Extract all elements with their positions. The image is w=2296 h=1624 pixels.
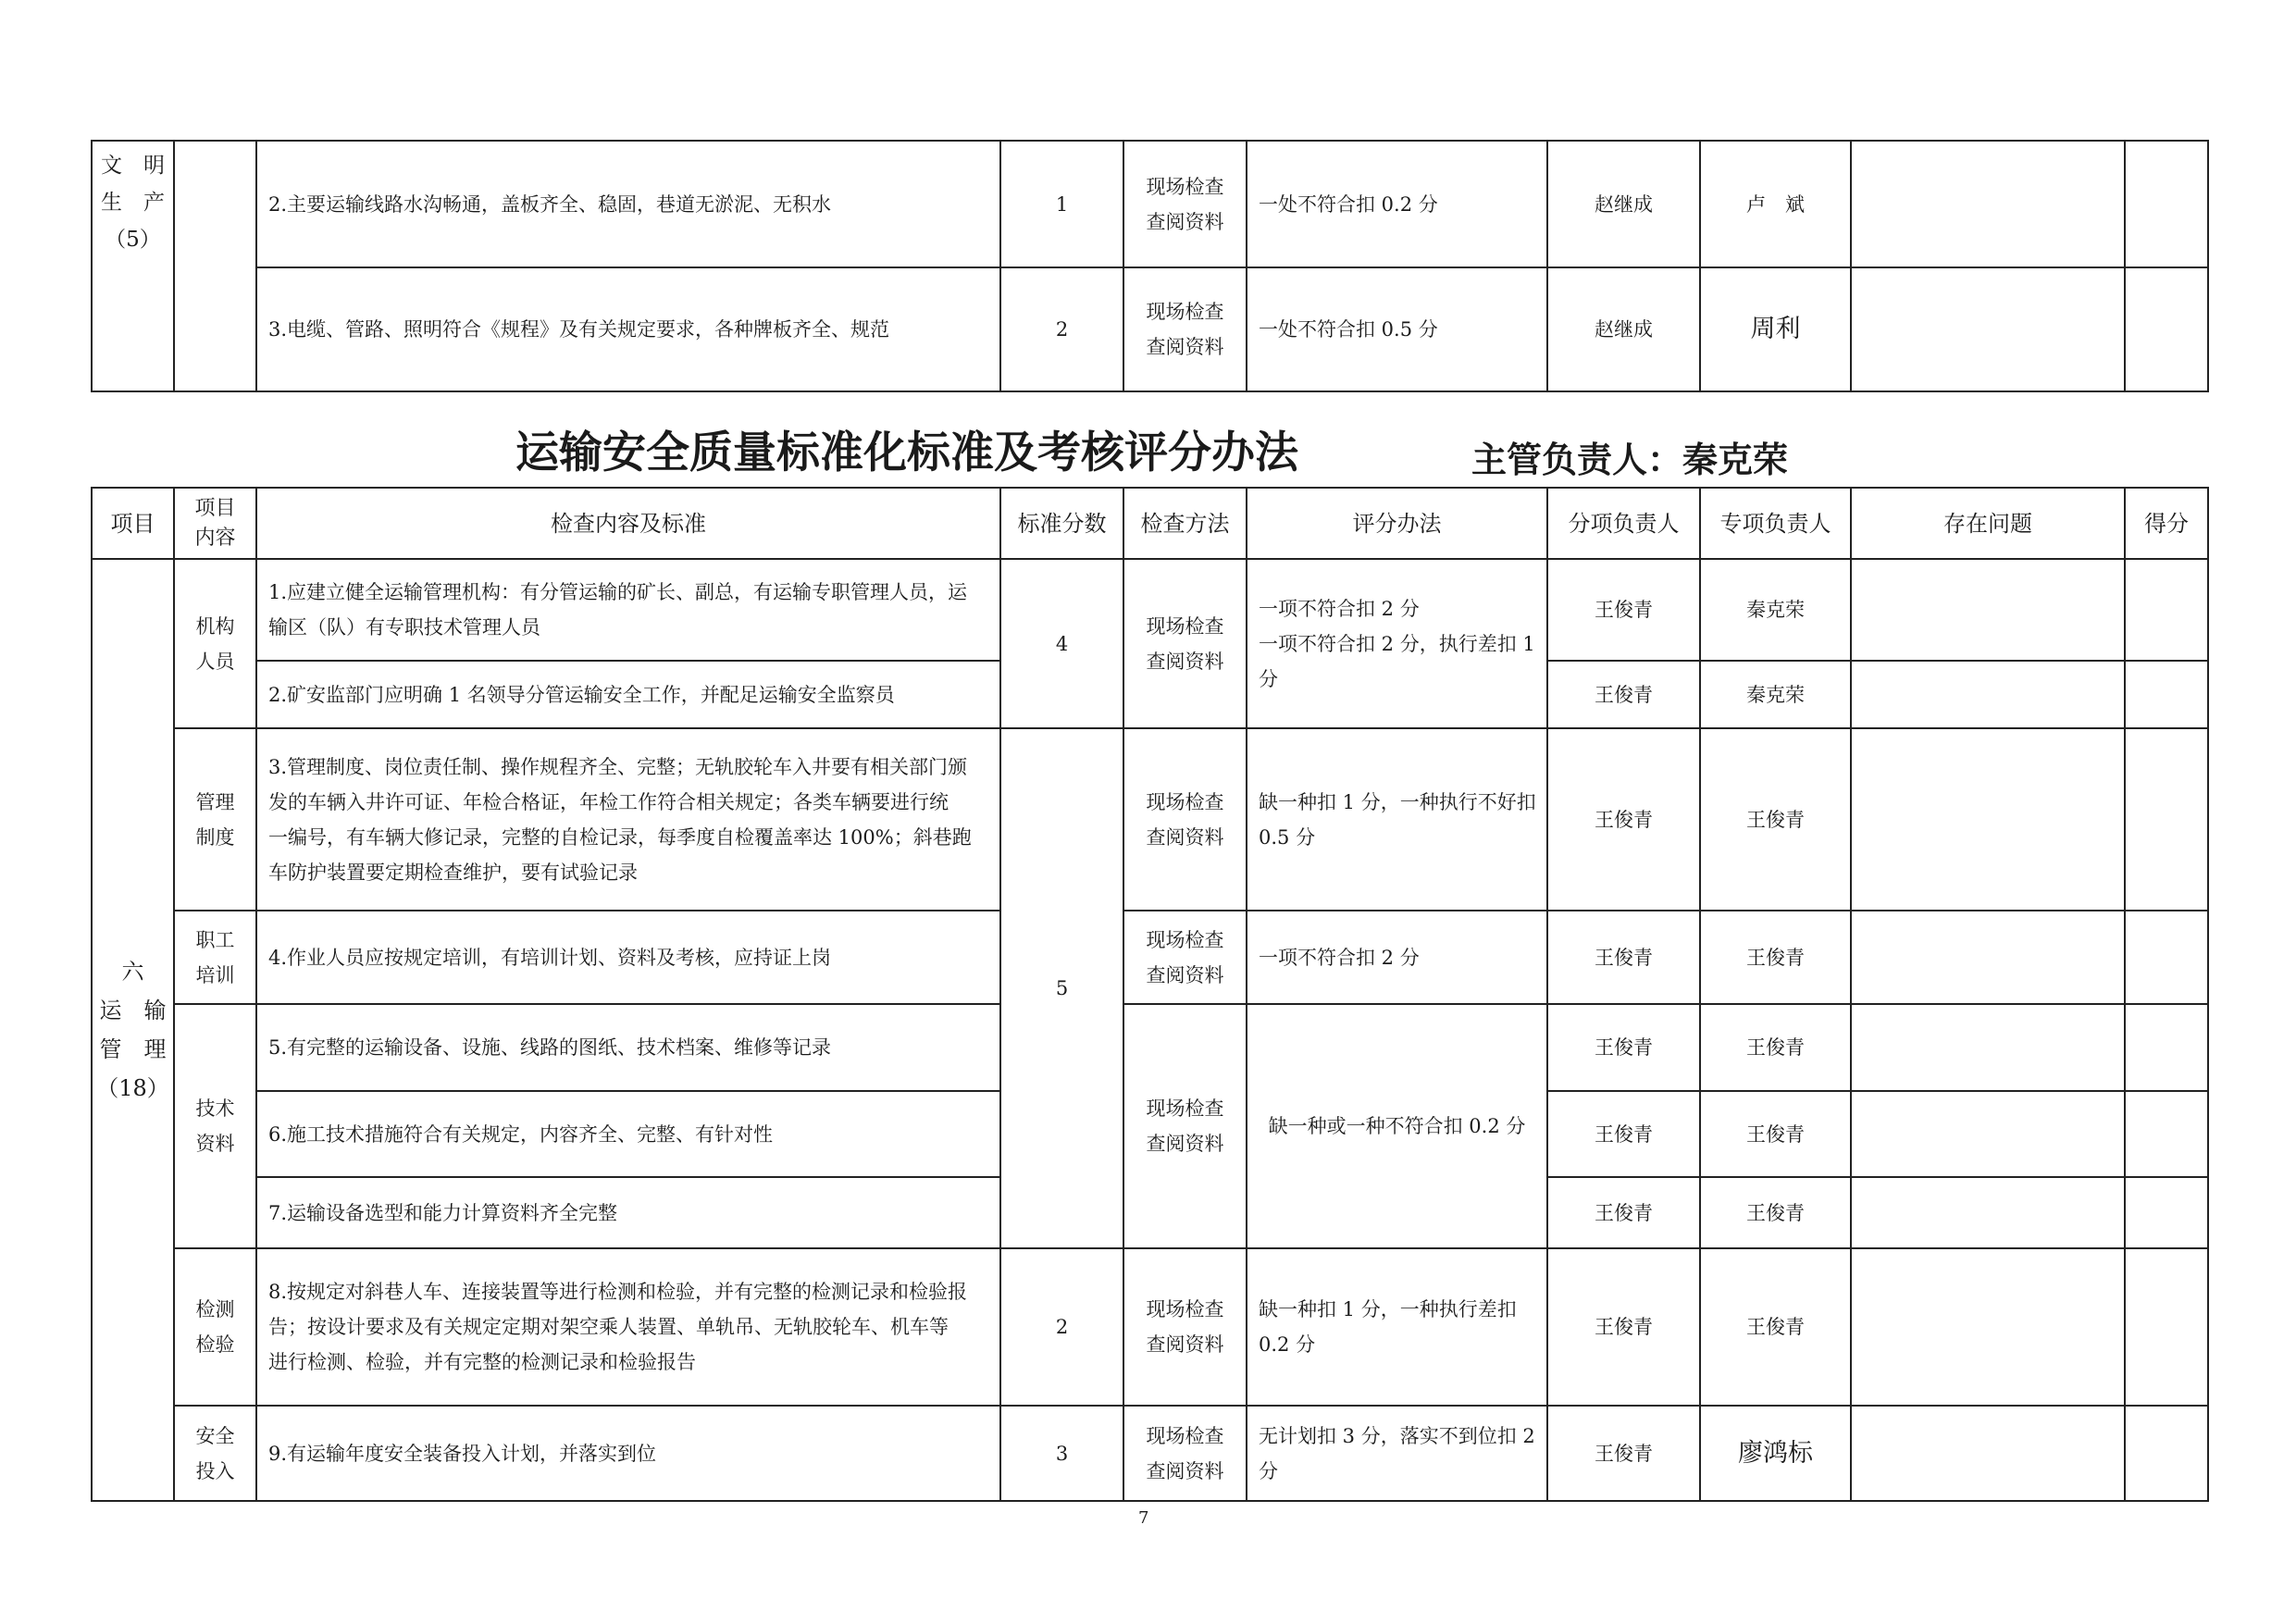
content-line: 输区（队）有专职技术管理人员 [268, 616, 540, 638]
method-line: 查阅资料 [1146, 650, 1224, 673]
supervisor-label: 主管负责人：秦克荣 [1471, 440, 1789, 480]
scoring-line: 分 [1259, 667, 1278, 690]
header-content: 检查内容及标准 [256, 488, 1000, 559]
issues-cell [1851, 141, 2125, 267]
item-owner-cell: 王俊青 [1547, 728, 1700, 911]
content-cell: 3.电缆、管路、照明符合《规程》及有关规定要求，各种牌板齐全、规范 [256, 267, 1000, 391]
method-line: 查阅资料 [1146, 210, 1224, 233]
item-owner-cell: 赵继成 [1547, 141, 1700, 267]
group-invest [174, 1406, 256, 1501]
method-line: 查阅资料 [1146, 1333, 1224, 1356]
item-owner-cell: 王俊青 [1547, 1248, 1700, 1406]
group-line: 人员 [195, 650, 235, 673]
group-train [174, 911, 256, 1004]
group-line: 检测 [195, 1298, 235, 1320]
scoring-cell: 一处不符合扣 0.2 分 [1247, 141, 1547, 267]
special-owner-cell: 秦克荣 [1700, 661, 1851, 728]
header-method: 检查方法 [1123, 488, 1247, 559]
group-line: 机构 [195, 614, 235, 638]
scoring-line: 一项不符合扣 2 分，执行差扣 1 [1259, 632, 1535, 655]
category-line1: 文 明 [101, 154, 165, 178]
header-issues: 存在问题 [1851, 488, 2125, 559]
method-cell [1123, 1406, 1247, 1501]
scoring-cell [1247, 559, 1547, 728]
special-owner-cell: 卢 斌 [1700, 141, 1851, 267]
method-line: 现场检查 [1146, 928, 1224, 951]
content-cell [256, 559, 1000, 661]
content-cell: 2.主要运输线路水沟畅通，盖板齐全、稳固，巷道无淤泥、无积水 [256, 141, 1000, 267]
group-line: 安全 [195, 1424, 235, 1447]
method-cell [1123, 1248, 1247, 1406]
issues-cell [1851, 911, 2125, 1004]
section-line: 六 [121, 959, 144, 985]
category-score: （5） [105, 228, 161, 252]
score-cell: 4 [1000, 559, 1123, 728]
group-test [174, 1248, 256, 1406]
points-cell [2125, 1248, 2208, 1406]
points-cell [2125, 1091, 2208, 1177]
special-owner-cell: 周利 [1700, 267, 1851, 391]
section-line: 管 理 [99, 1036, 167, 1062]
content-cell [256, 728, 1000, 911]
points-cell [2125, 661, 2208, 728]
scoring-cell: 缺一种或一种不符合扣 0.2 分 [1247, 1004, 1547, 1248]
group-mgmt [174, 728, 256, 911]
special-owner-cell: 王俊青 [1700, 911, 1851, 1004]
table-row [92, 1004, 2208, 1091]
issues-cell [1851, 1177, 2125, 1248]
issues-cell [1851, 1248, 2125, 1406]
group-line: 资料 [195, 1133, 235, 1155]
scoring-cell [1247, 728, 1547, 911]
points-cell [2125, 1406, 2208, 1501]
content-line: 发的车辆入井许可证、年检合格证，年检工作符合相关规定；各类车辆要进行统 [268, 790, 949, 813]
issues-cell [1851, 1091, 2125, 1177]
header-sub-line: 内容 [194, 526, 236, 550]
header-item-owner: 分项负责人 [1547, 488, 1700, 559]
group-line: 职工 [195, 928, 235, 951]
group-line: 技术 [195, 1097, 235, 1120]
header-score: 标准分数 [1000, 488, 1123, 559]
table-row [92, 911, 2208, 1004]
score-cell: 1 [1000, 141, 1123, 267]
content-cell [256, 1248, 1000, 1406]
method-cell [1123, 267, 1247, 391]
page-title: 运输安全质量标准化标准及考核评分办法 [515, 428, 1298, 478]
points-cell [2125, 141, 2208, 267]
method-cell [1123, 559, 1247, 728]
content-cell: 4.作业人员应按规定培训，有培训计划、资料及考核，应持证上岗 [256, 911, 1000, 1004]
special-owner-cell: 王俊青 [1700, 1091, 1851, 1177]
content-cell: 6.施工技术措施符合有关规定，内容齐全、完整、有针对性 [256, 1091, 1000, 1177]
main-assessment-table [91, 487, 2209, 1502]
table-row [92, 559, 2208, 661]
item-owner-cell: 王俊青 [1547, 661, 1700, 728]
scoring-line: 缺一种扣 1 分，一种执行差扣 [1259, 1298, 1517, 1320]
content-line: 告；按设计要求及有关规定定期对架空乘人装置、单轨吊、无轨胶轮车、机车等 [268, 1316, 949, 1338]
score-cell: 5 [1000, 728, 1123, 1248]
section-line: （18） [96, 1075, 169, 1101]
header-points: 得分 [2125, 488, 2208, 559]
content-line: 车防护装置要定期检查维护，要有试验记录 [268, 861, 638, 884]
method-cell [1123, 911, 1247, 1004]
scoring-line: 一项不符合扣 2 分 [1259, 597, 1420, 620]
item-owner-cell: 王俊青 [1547, 1004, 1700, 1091]
score-cell: 3 [1000, 1406, 1123, 1501]
item-owner-cell: 赵继成 [1547, 267, 1700, 391]
scoring-cell [1247, 1406, 1547, 1501]
section-line: 运 输 [99, 998, 167, 1023]
scoring-line: 0.2 分 [1259, 1333, 1316, 1356]
content-line: 一编号，有车辆大修记录，完整的自检记录，每季度自检覆盖率达 100%；斜巷跑 [268, 825, 972, 849]
points-cell [2125, 1004, 2208, 1091]
method-cell [1123, 141, 1247, 267]
method-line: 现场检查 [1146, 1097, 1224, 1120]
points-cell [2125, 728, 2208, 911]
category-line2: 生 产 [101, 191, 165, 215]
issues-cell [1851, 1406, 2125, 1501]
issues-cell [1851, 1004, 2125, 1091]
method-line: 现场检查 [1146, 1424, 1224, 1447]
method-line: 现场检查 [1146, 301, 1224, 323]
scoring-cell [1247, 1248, 1547, 1406]
group-line: 管理 [195, 790, 235, 813]
header-scoring: 评分办法 [1247, 488, 1547, 559]
method-line: 查阅资料 [1146, 825, 1224, 849]
issues-cell [1851, 661, 2125, 728]
content-line: 8.按规定对斜巷人车、连接装置等进行检测和检验，并有完整的检测记录和检验报 [268, 1281, 968, 1303]
content-cell: 2.矿安监部门应明确 1 名领导分管运输安全工作，并配足运输安全监察员 [256, 661, 1000, 728]
issues-cell [1851, 728, 2125, 911]
method-line: 查阅资料 [1146, 963, 1224, 986]
method-line: 查阅资料 [1146, 1133, 1224, 1155]
content-line: 进行检测、检验，并有完整的检测记录和检验报告 [268, 1351, 696, 1373]
method-cell [1123, 1004, 1247, 1248]
issues-cell [1851, 267, 2125, 391]
score-cell: 2 [1000, 1248, 1123, 1406]
section-cell [92, 559, 174, 1501]
special-owner-cell: 王俊青 [1700, 728, 1851, 911]
header-sub-line: 项目 [194, 496, 236, 520]
item-owner-cell: 王俊青 [1547, 1091, 1700, 1177]
empty-subcategory-cell [174, 141, 256, 391]
content-cell: 9.有运输年度安全装备投入计划，并落实到位 [256, 1406, 1000, 1501]
method-line: 查阅资料 [1146, 336, 1224, 358]
scoring-line: 分 [1259, 1459, 1278, 1482]
header-subcategory [174, 488, 256, 559]
special-owner-cell: 王俊青 [1700, 1248, 1851, 1406]
group-line: 培训 [195, 963, 235, 986]
page-number: 7 [1138, 1508, 1149, 1528]
item-owner-cell: 王俊青 [1547, 559, 1700, 661]
points-cell [2125, 911, 2208, 1004]
group-tech [174, 1004, 256, 1248]
score-cell: 2 [1000, 267, 1123, 391]
issues-cell [1851, 559, 2125, 661]
table-row [92, 1406, 2208, 1501]
header-row [92, 488, 2208, 559]
scoring-cell: 一处不符合扣 0.5 分 [1247, 267, 1547, 391]
scoring-cell: 一项不符合扣 2 分 [1247, 911, 1547, 1004]
item-owner-cell: 王俊青 [1547, 1177, 1700, 1248]
method-line: 现场检查 [1146, 614, 1224, 638]
group-line: 投入 [195, 1459, 235, 1482]
group-org [174, 559, 256, 728]
method-line: 现场检查 [1146, 790, 1224, 813]
special-owner-cell: 秦克荣 [1700, 559, 1851, 661]
table-row [92, 728, 2208, 911]
header-special-owner: 专项负责人 [1700, 488, 1851, 559]
method-line: 查阅资料 [1146, 1459, 1224, 1482]
content-line: 1.应建立健全运输管理机构：有分管运输的矿长、副总，有运输专职管理人员，运 [268, 581, 968, 603]
content-cell: 7.运输设备选型和能力计算资料齐全完整 [256, 1177, 1000, 1248]
content-cell: 5.有完整的运输设备、设施、线路的图纸、技术档案、维修等记录 [256, 1004, 1000, 1091]
item-owner-cell: 王俊青 [1547, 1406, 1700, 1501]
top-continuation-table [91, 140, 2209, 392]
special-owner-cell: 王俊青 [1700, 1177, 1851, 1248]
method-cell [1123, 728, 1247, 911]
category-cell [92, 141, 174, 391]
special-owner-cell: 廖鸿标 [1700, 1406, 1851, 1501]
special-owner-cell: 王俊青 [1700, 1004, 1851, 1091]
header-project: 项目 [92, 488, 174, 559]
table-row [92, 1248, 2208, 1406]
method-line: 现场检查 [1146, 1298, 1224, 1320]
group-line: 制度 [195, 825, 235, 849]
points-cell [2125, 1177, 2208, 1248]
content-line: 3.管理制度、岗位责任制、操作规程齐全、完整；无轨胶轮车入井要有相关部门颁 [268, 755, 968, 778]
item-owner-cell: 王俊青 [1547, 911, 1700, 1004]
group-line: 检验 [195, 1333, 235, 1356]
method-line: 现场检查 [1146, 175, 1224, 198]
scoring-line: 0.5 分 [1259, 825, 1316, 849]
points-cell [2125, 559, 2208, 661]
scoring-line: 无计划扣 3 分，落实不到位扣 2 [1259, 1424, 1535, 1447]
points-cell [2125, 267, 2208, 391]
scoring-line: 缺一种扣 1 分，一种执行不好扣 [1259, 790, 1536, 813]
